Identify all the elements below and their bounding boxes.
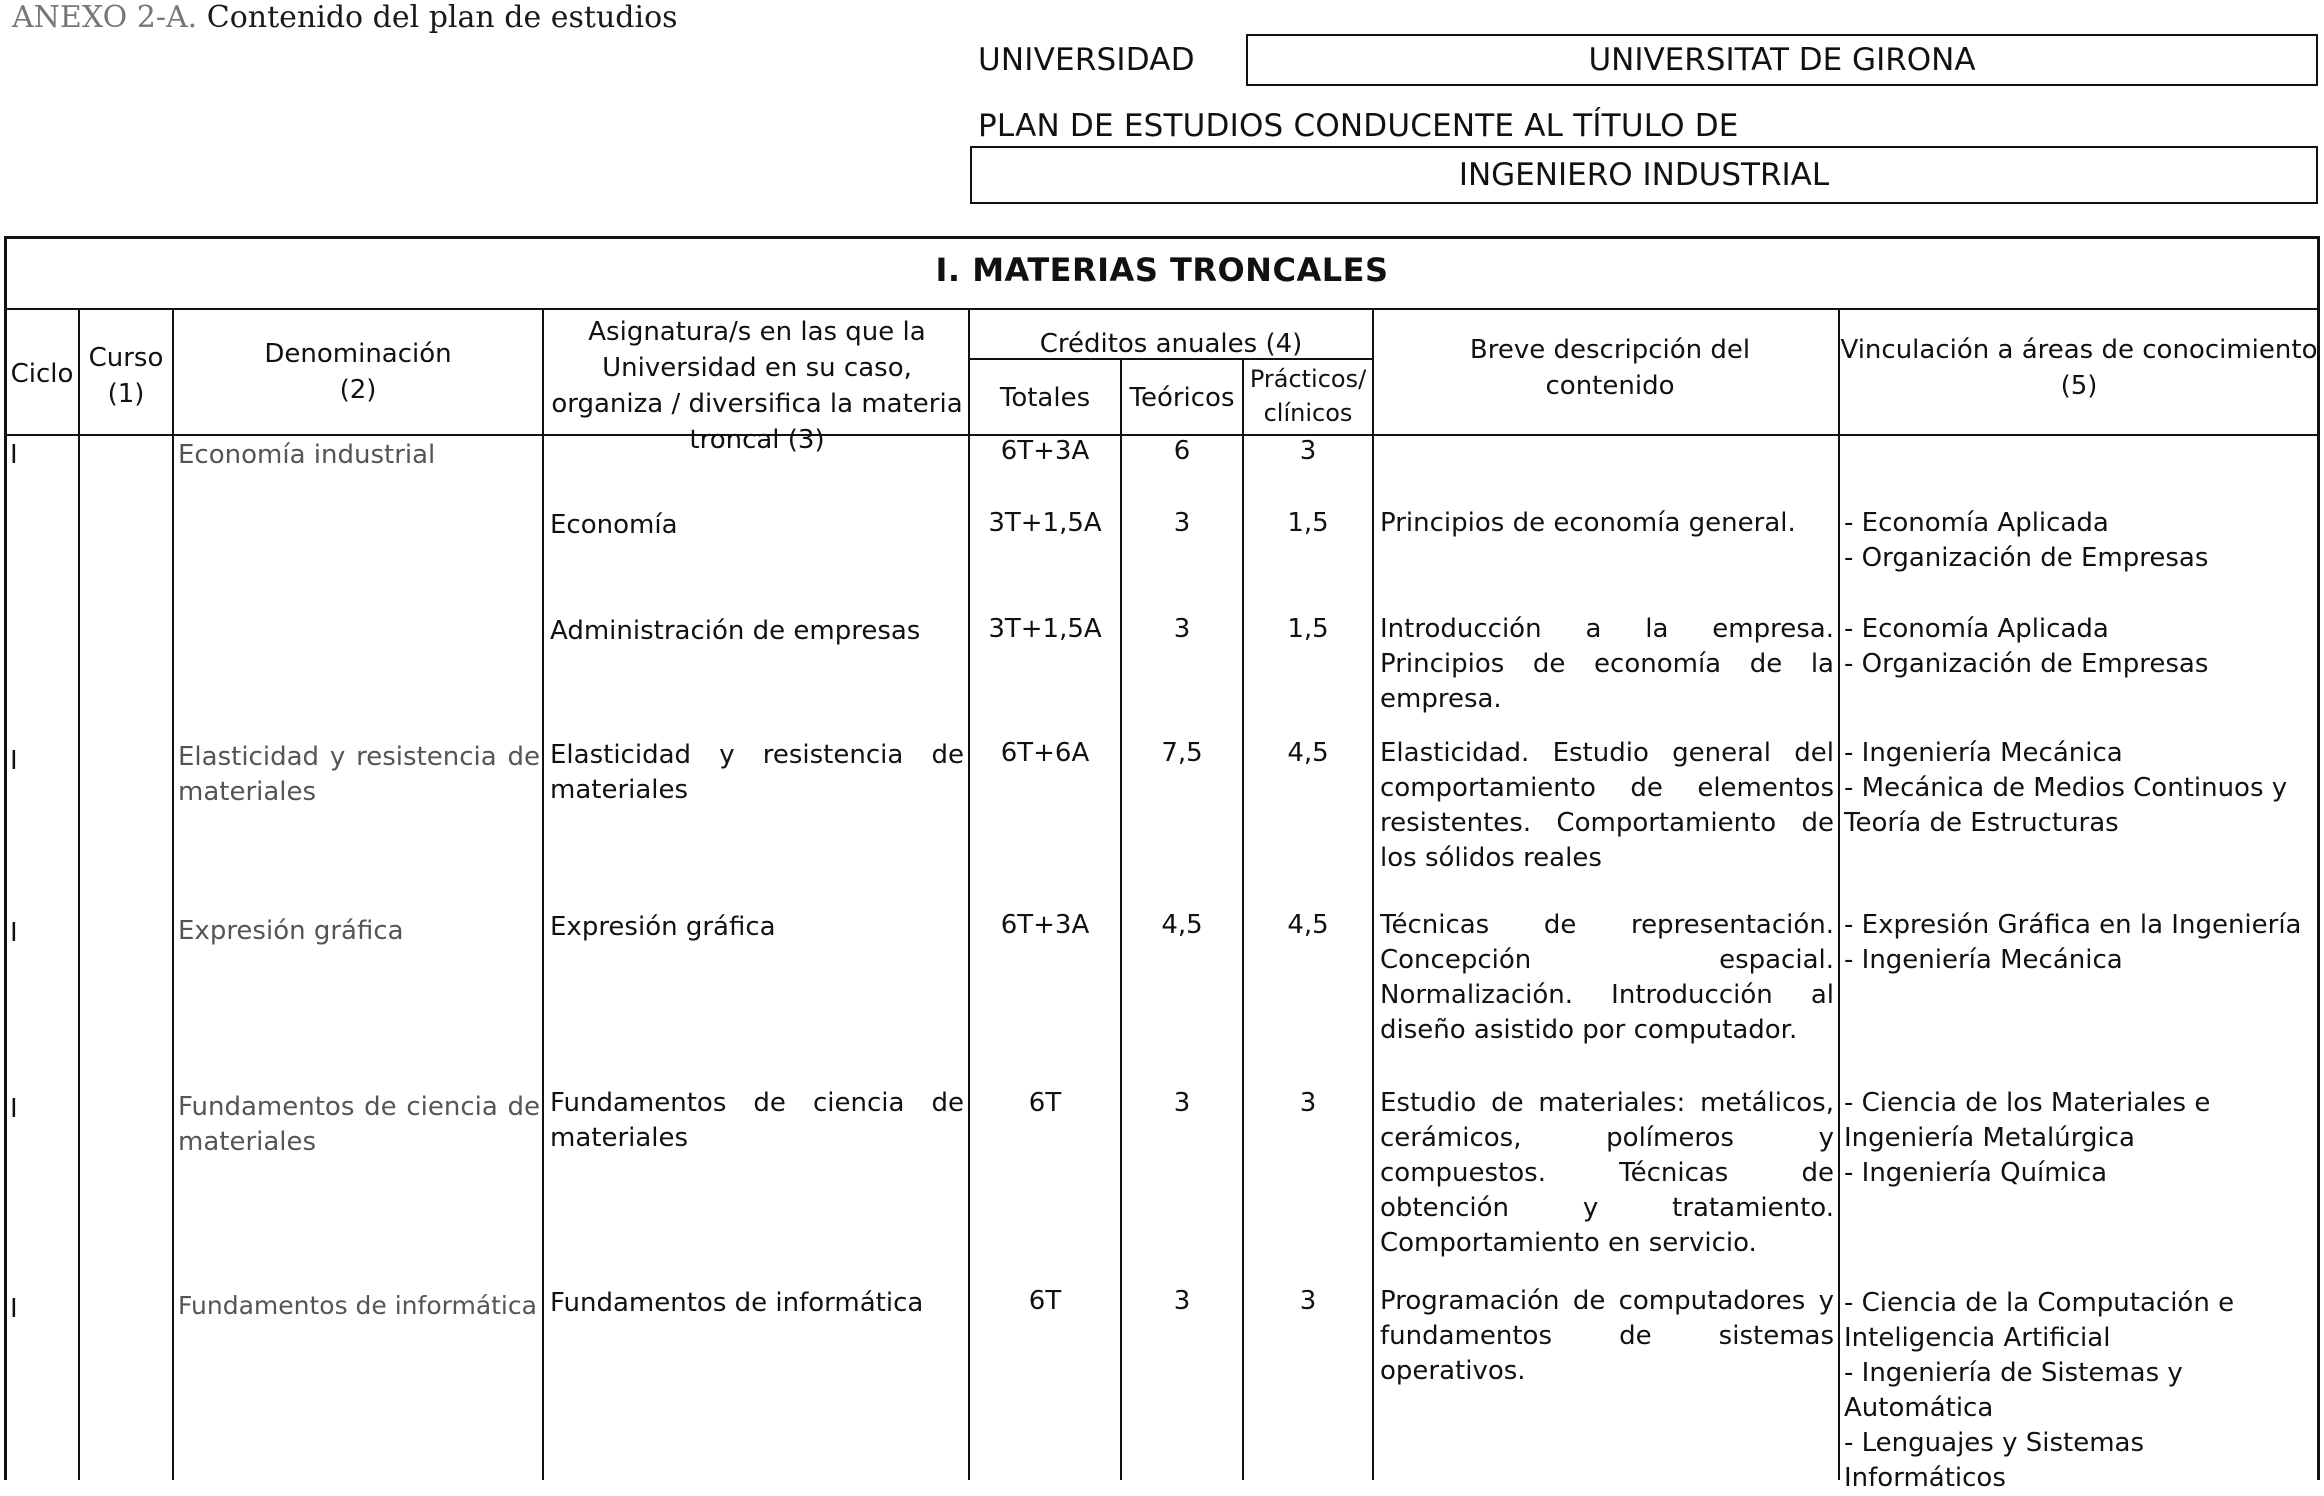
row-asignatura: Fundamentos de informática (550, 1288, 924, 1318)
row-asignatura: Economía (550, 510, 678, 540)
university-label: UNIVERSIDAD (978, 42, 1195, 78)
header-teoricos: Teóricos (1129, 383, 1235, 413)
header-denominacion-label: Denominación (264, 339, 452, 369)
header-curso-note: (1) (107, 379, 145, 409)
row-vinculacion: - Economía Aplicada - Organización de Empresas (1844, 614, 2209, 679)
row-denominacion: Expresión gráfica (178, 916, 404, 946)
section-title: I. MATERIAS TRONCALES (935, 251, 1389, 289)
header-totales: Totales (999, 383, 1091, 413)
header-descripcion: Breve descripción del contenido (1469, 335, 1751, 401)
row-ciclo: I (10, 1094, 18, 1124)
row-totales: 6T+6A (1000, 738, 1090, 768)
row-practicos: 4,5 (1287, 910, 1329, 940)
plan-label: PLAN DE ESTUDIOS CONDUCENTE AL TÍTULO DE (978, 108, 1739, 144)
row-descripcion: Estudio de materiales: metálicos, cerámicos, polímeros y compuestos. Técnicas de obtención y tratamiento. Comportamiento en servicio. (1380, 1088, 1834, 1258)
header-ciclo: Ciclo (10, 359, 74, 389)
col-divider-denominacion (542, 308, 544, 1480)
row-teoricos: 3 (1173, 1088, 1191, 1118)
row-ciclo: I (10, 746, 18, 776)
annex-heading (12, 0, 678, 35)
col-divider-ciclo (78, 308, 80, 1480)
row-descripcion: Introducción a la empresa. Principios de economía de la empresa. (1380, 614, 1834, 714)
row-ciclo: I (10, 440, 18, 470)
row-ciclo: I (10, 1294, 18, 1324)
row-practicos: 3 (1299, 436, 1317, 466)
row-teoricos: 3 (1173, 508, 1191, 538)
row-practicos: 4,5 (1287, 738, 1329, 768)
row-asignatura: Expresión gráfica (550, 912, 776, 942)
row-totales: 6T (1028, 1088, 1062, 1118)
col-divider-descripcion (1838, 308, 1840, 1480)
header-practicos: Prácticos/ clínicos (1249, 365, 1367, 427)
row-totales: 6T+3A (1000, 910, 1090, 940)
title-divider (4, 308, 2320, 310)
plan-value: INGENIERO INDUSTRIAL (1458, 157, 1830, 193)
row-practicos: 1,5 (1287, 508, 1329, 538)
row-vinculacion: - Expresión Gráfica en la Ingeniería - Ingeniería Mecánica (1844, 910, 2302, 975)
header-asignatura: Asignatura/s en las que la Universidad en su caso, organiza / diversifica la materia troncal (3) (551, 317, 963, 455)
row-denominacion: Elasticidad y resistencia de materiales (178, 742, 540, 807)
header-denominacion (174, 336, 542, 408)
row-totales: 6T (1028, 1286, 1062, 1316)
row-teoricos: 6 (1173, 436, 1191, 466)
row-asignatura: Administración de empresas (550, 616, 921, 646)
row-denominacion: Fundamentos de ciencia de materiales (178, 1092, 540, 1157)
header-vinculacion (1840, 332, 2318, 404)
row-totales: 3T+1,5A (988, 614, 1102, 644)
row-practicos: 3 (1299, 1088, 1317, 1118)
row-vinculacion: - Economía Aplicada - Organización de Empresas (1844, 508, 2209, 573)
header-vinculacion-label: Vinculación a áreas de conocimiento (1840, 335, 2318, 365)
row-totales: 6T+3A (1000, 436, 1090, 466)
header-denominacion-note: (2) (339, 375, 377, 405)
annex-title: Contenido del plan de estudios (206, 0, 678, 35)
header-curso (80, 340, 172, 412)
row-asignatura: Fundamentos de ciencia de materiales (550, 1088, 964, 1153)
university-value: UNIVERSITAT DE GIRONA (1588, 42, 1976, 78)
row-vinculacion: - Ciencia de la Computación e Inteligencia Artificial - Ingeniería de Sistemas y Automática - Lenguajes y Sistemas Informáticos (1844, 1288, 2235, 1493)
row-totales: 3T+1,5A (988, 508, 1102, 538)
annex-prefix: ANEXO 2-A. (12, 0, 198, 35)
row-descripcion: Principios de economía general. (1380, 508, 1796, 538)
col-divider-creditos (1372, 308, 1374, 1480)
header-creditos: Créditos anuales (4) (1039, 329, 1303, 359)
col-divider-curso (172, 308, 174, 1480)
row-ciclo: I (10, 918, 18, 948)
row-descripcion: Programación de computadores y fundamentos de sistemas operativos. (1380, 1286, 1834, 1386)
university-value-box (1246, 34, 2318, 86)
row-descripcion: Elasticidad. Estudio general del comportamiento de elementos resistentes. Comportamiento de los sólidos reales (1380, 738, 1834, 873)
row-denominacion: Economía industrial (178, 440, 436, 470)
row-teoricos: 4,5 (1161, 910, 1203, 940)
row-teoricos: 3 (1173, 614, 1191, 644)
header-vinculacion-note: (5) (2060, 371, 2098, 401)
row-practicos: 3 (1299, 1286, 1317, 1316)
row-practicos: 1,5 (1287, 614, 1329, 644)
row-teoricos: 3 (1173, 1286, 1191, 1316)
row-vinculacion: - Ciencia de los Materiales e Ingeniería Metalúrgica - Ingeniería Química (1844, 1088, 2211, 1188)
row-vinculacion: - Ingeniería Mecánica - Mecánica de Medios Continuos y Teoría de Estructuras (1844, 738, 2288, 838)
row-asignatura: Elasticidad y resistencia de materiales (550, 740, 964, 805)
header-curso-label: Curso (88, 343, 164, 373)
row-denominacion: Fundamentos de informática (178, 1291, 537, 1320)
row-descripcion: Técnicas de representación. Concepción espacial. Normalización. Introducción al diseño asistido por computador. (1380, 910, 1834, 1045)
row-teoricos: 7,5 (1161, 738, 1203, 768)
plan-value-box (970, 146, 2318, 204)
